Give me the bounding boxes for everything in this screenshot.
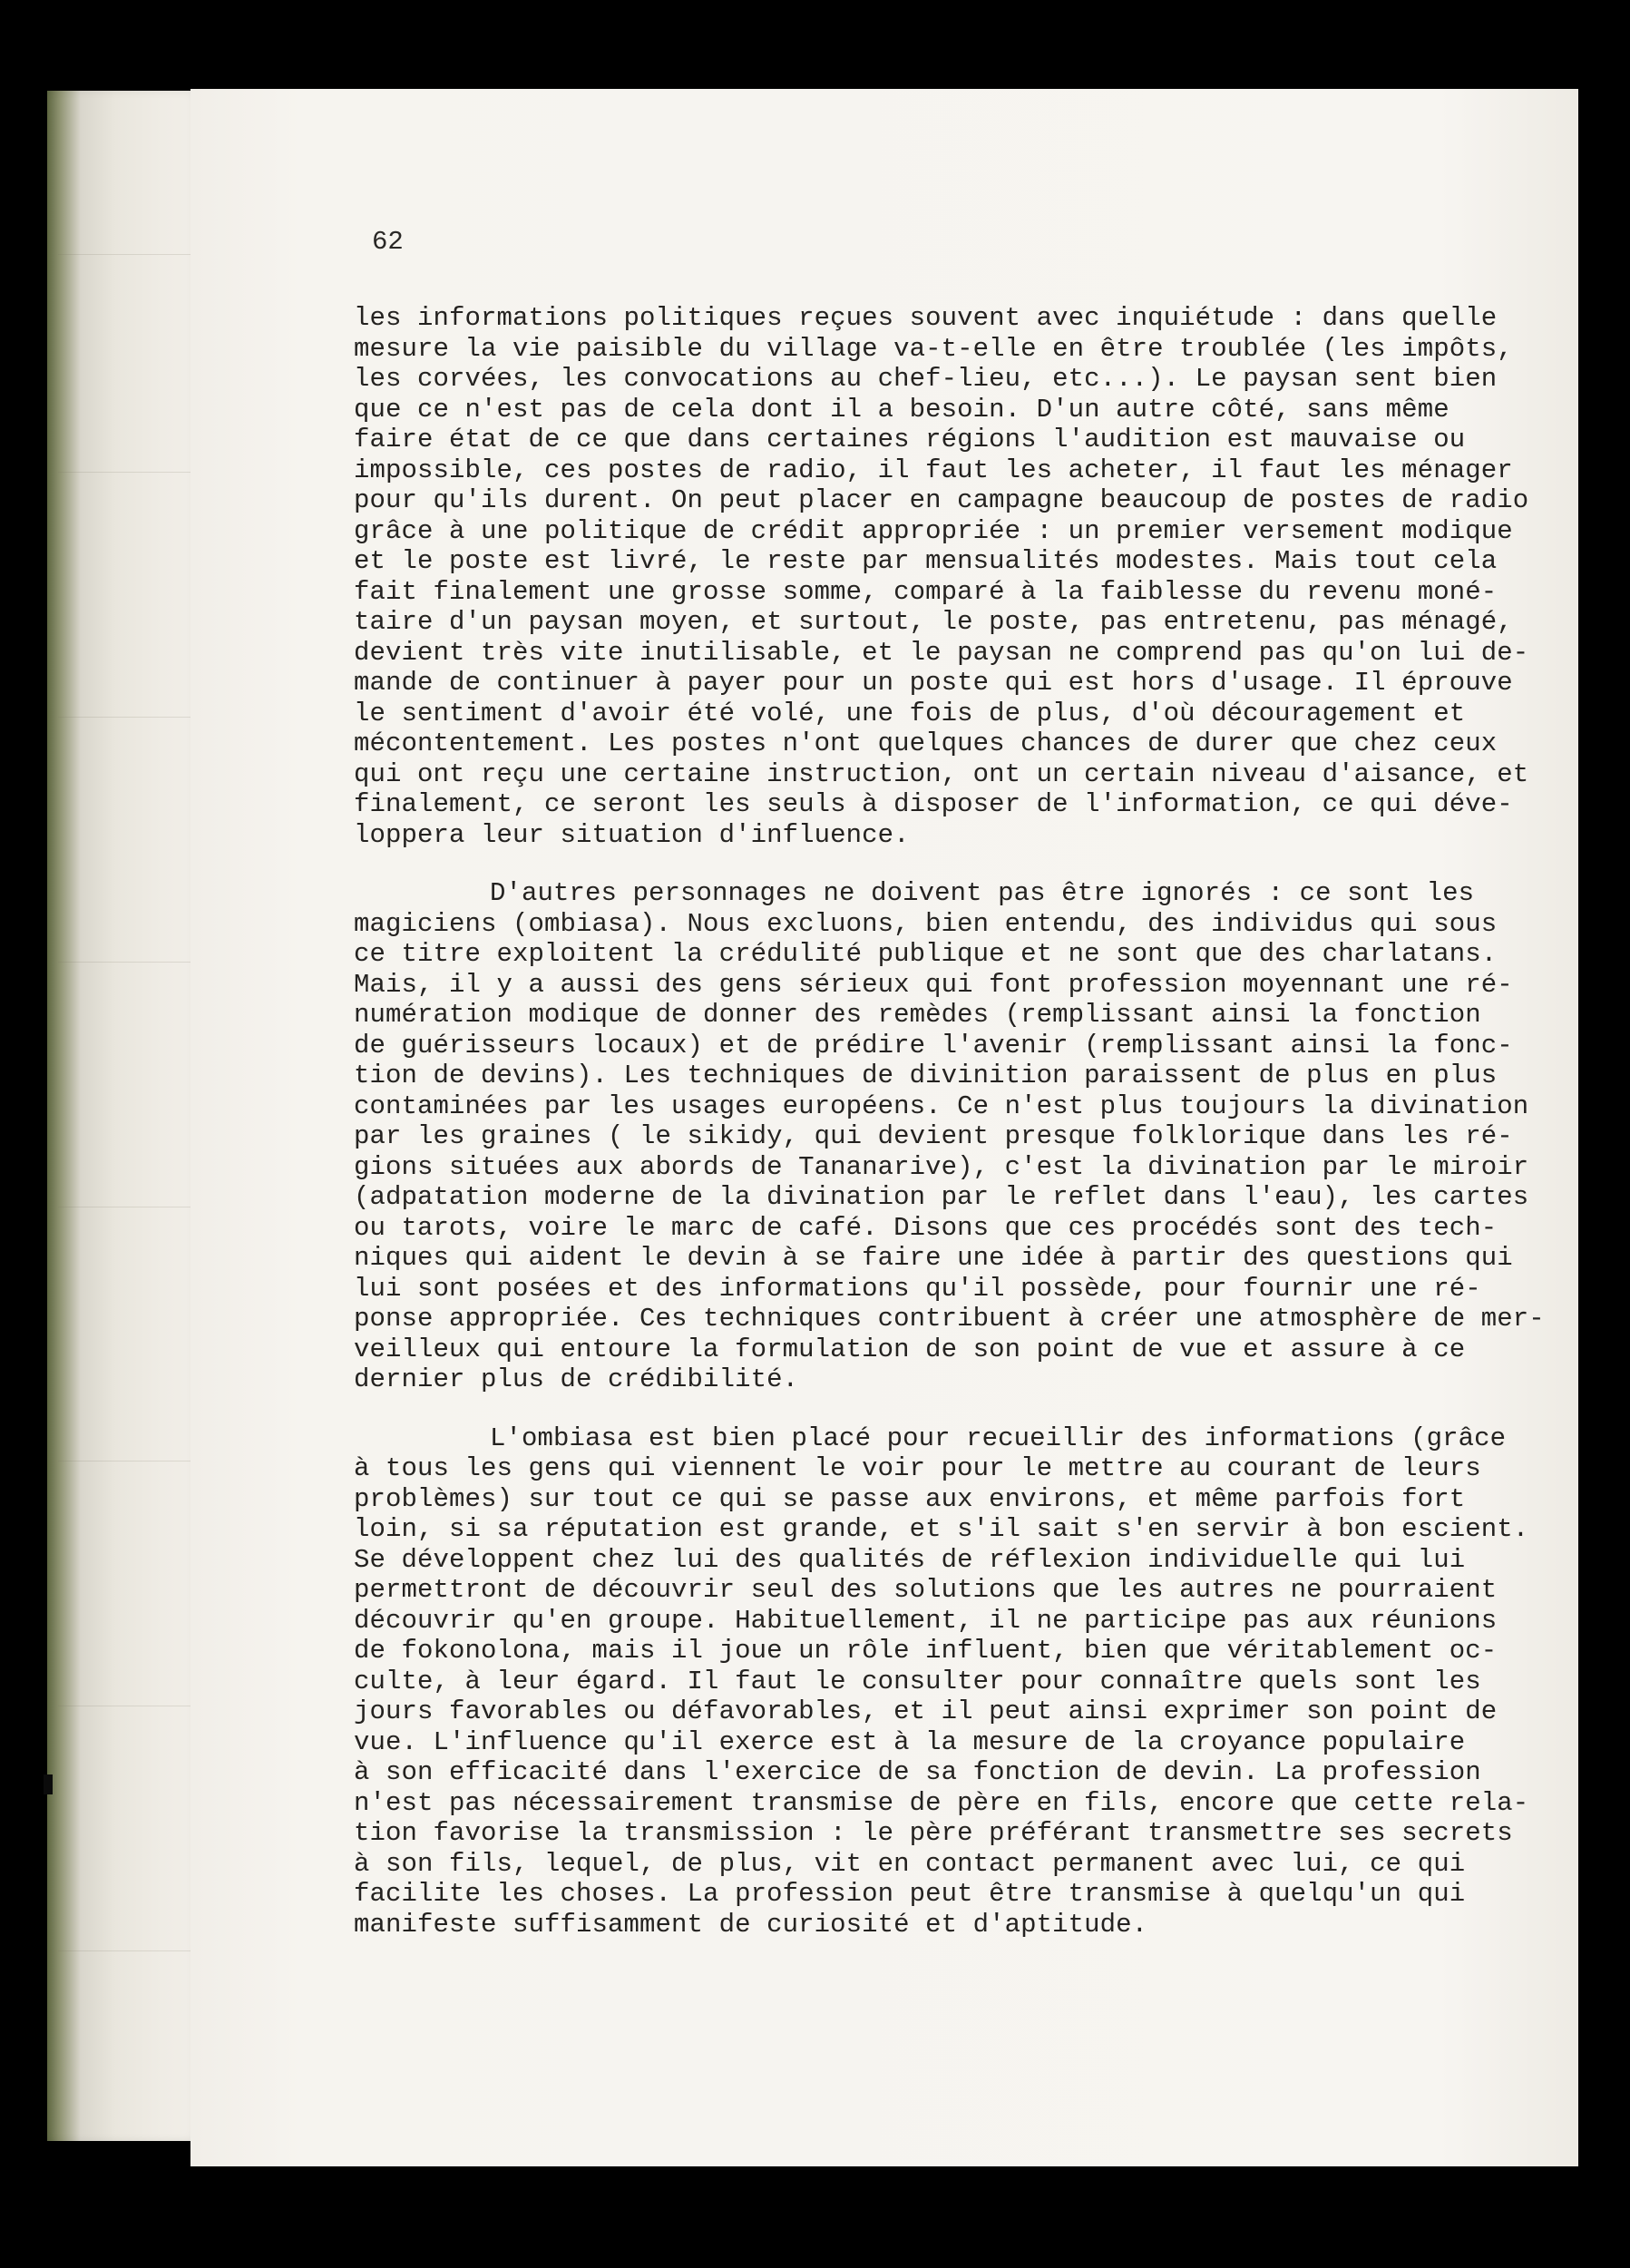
text-line: niques qui aident le devin à se faire une idée à partir des questions qui	[354, 1243, 1513, 1273]
text-line: finalement, ce seront les seuls à disposer de l'information, ce qui déve-	[354, 789, 1513, 819]
stacked-page-edges	[47, 91, 200, 2141]
text-line: veilleux qui entoure la formulation de son point de vue et assure à ce	[354, 1334, 1466, 1364]
text-line: loppera leur situation d'influence.	[354, 819, 910, 850]
text-line: lui sont posées et des informations qu'il possède, pour fournir une ré-	[354, 1273, 1481, 1304]
text-line: par les graines ( le sikidy, qui devient presque folklorique dans les ré-	[354, 1121, 1513, 1151]
text-line: ponse appropriée. Ces techniques contribuent à créer une atmosphère de mer-	[354, 1304, 1545, 1334]
body-text	[354, 303, 1545, 1940]
text-line: vue. L'influence qu'il exerce est à la mesure de la croyance populaire	[354, 1726, 1466, 1757]
text-line: Mais, il y a aussi des gens sérieux qui font profession moyennant une ré-	[354, 969, 1513, 1000]
text-line: pour qu'ils durent. On peut placer en campagne beaucoup de postes de radio	[354, 485, 1529, 515]
text-line: contaminées par les usages européens. Ce n'est plus toujours la divination	[354, 1090, 1529, 1121]
text-line: fait finalement une grosse somme, comparé à la faiblesse du revenu moné-	[354, 576, 1498, 607]
text-line: les corvées, les convocations au chef-lieu, etc...). Le paysan sent bien	[354, 364, 1498, 394]
text-line: loin, si sa réputation est grande, et s'il sait s'en servir à bon escient.	[354, 1514, 1529, 1544]
paragraph-1	[354, 303, 1529, 850]
text-line: tion favorise la transmission : le père préférant transmettre ses secrets	[354, 1818, 1513, 1848]
text-line: de fokonolona, mais il joue un rôle influent, bien que véritablement oc-	[354, 1636, 1498, 1666]
text-line: les informations politiques reçues souvent avec inquiétude : dans quelle	[354, 303, 1498, 333]
paragraph-2	[354, 878, 1545, 1395]
text-line: tion de devins). Les techniques de divinition paraissent de plus en plus	[354, 1061, 1498, 1090]
text-line: découvrir qu'en groupe. Habituellement, il ne participe pas aux réunions	[354, 1605, 1498, 1636]
text-line: D'autres personnages ne doivent pas être ignorés : ce sont les	[490, 878, 1475, 908]
text-line: mécontentement. Les postes n'ont quelques chances de durer que chez ceux	[354, 728, 1498, 758]
text-line: et le poste est livré, le reste par mensualités modestes. Mais tout cela	[354, 546, 1498, 576]
paragraph-3	[354, 1422, 1529, 1941]
text-line: mande de continuer à payer pour un poste qui est hors d'usage. Il éprouve	[354, 668, 1513, 698]
text-line: gions situées aux abords de Tananarive), c'est la divination par le miroir	[354, 1151, 1529, 1182]
text-line: Se développent chez lui des qualités de réflexion individuelle qui lui	[354, 1544, 1466, 1575]
text-line: ou tarots, voire le marc de café. Disons que ces procédés sont des tech-	[354, 1212, 1498, 1243]
text-line: grâce à une politique de crédit appropriée : un premier versement modique	[354, 515, 1513, 546]
text-line: à son fils, lequel, de plus, vit en contact permanent avec lui, ce qui	[354, 1848, 1466, 1879]
text-line: numération modique de donner des remèdes (remplissant ainsi la fonction	[354, 1000, 1481, 1030]
text-line: (adpatation moderne de la divination par le reflet dans l'eau), les cartes	[354, 1182, 1529, 1212]
text-line: mesure la vie paisible du village va-t-elle en être troublée (les impôts,	[354, 333, 1513, 364]
text-line: impossible, ces postes de radio, il faut les acheter, il faut les ménager	[354, 455, 1513, 485]
text-line: le sentiment d'avoir été volé, une fois de plus, d'où découragement et	[354, 698, 1466, 728]
text-line: n'est pas nécessairement transmise de père en fils, encore que cette rela-	[354, 1787, 1529, 1818]
binding-mark	[44, 1774, 53, 1794]
text-line: qui ont reçu une certaine instruction, ont un certain niveau d'aisance, et	[354, 758, 1529, 789]
text-line: culte, à leur égard. Il faut le consulter pour connaître quels sont les	[354, 1666, 1481, 1696]
text-line: faire état de ce que dans certaines régions l'audition est mauvaise ou	[354, 425, 1466, 455]
text-line: de guérisseurs locaux) et de prédire l'avenir (remplissant ainsi la fonc-	[354, 1030, 1513, 1061]
text-line: dernier plus de crédibilité.	[354, 1364, 799, 1394]
text-line: problèmes) sur tout ce qui se passe aux environs, et même parfois fort	[354, 1483, 1466, 1514]
text-line: facilite les choses. La profession peut être transmise à quelqu'un qui	[354, 1879, 1466, 1909]
text-line: manifeste suffisamment de curiosité et d'aptitude.	[354, 1909, 1148, 1940]
text-line: magiciens (ombiasa). Nous excluons, bien entendu, des individus qui sous	[354, 908, 1498, 939]
text-line: permettront de découvrir seul des solutions que les autres ne pourraient	[354, 1575, 1498, 1605]
text-line: jours favorables ou défavorables, et il peut ainsi exprimer son point de	[354, 1696, 1498, 1726]
text-line: L'ombiasa est bien placé pour recueillir des informations (grâce	[490, 1422, 1507, 1453]
page-number: 62	[372, 227, 404, 257]
text-line: à son efficacité dans l'exercice de sa fonction de devin. La profession	[354, 1757, 1481, 1787]
text-line: ce titre exploitent la crédulité publique et ne sont que des charlatans.	[354, 939, 1498, 969]
text-line: à tous les gens qui viennent le voir pour le mettre au courant de leurs	[354, 1453, 1481, 1483]
text-line: taire d'un paysan moyen, et surtout, le poste, pas entretenu, pas ménagé,	[354, 607, 1513, 637]
text-line: devient très vite inutilisable, et le paysan ne comprend pas qu'on lui de-	[354, 637, 1529, 668]
text-line: que ce n'est pas de cela dont il a besoin. D'un autre côté, sans même	[354, 394, 1449, 425]
